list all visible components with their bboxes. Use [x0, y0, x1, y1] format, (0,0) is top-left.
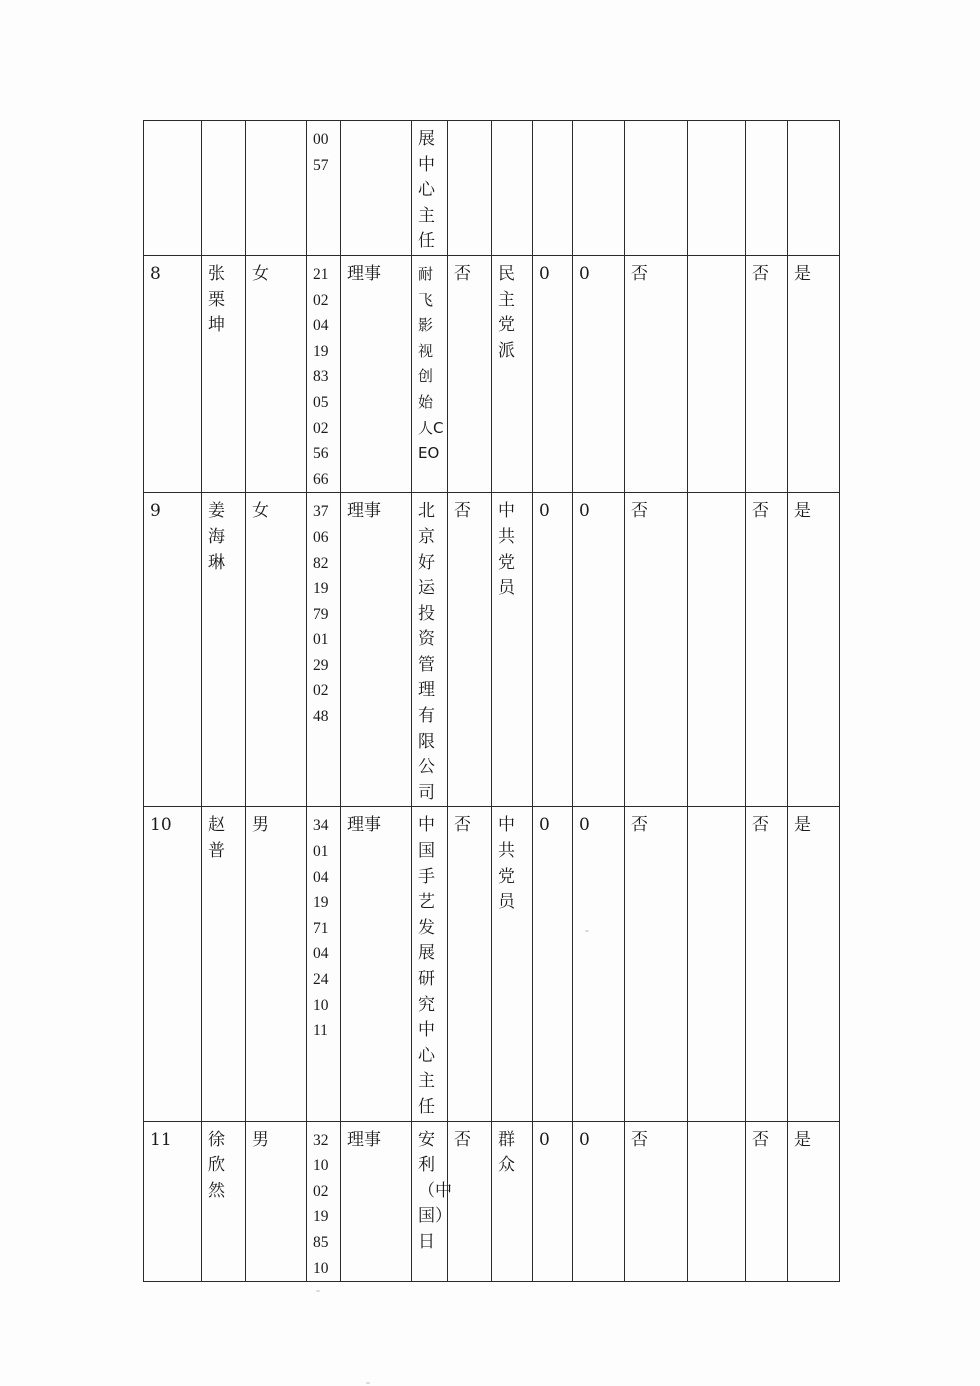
cell-col7: 否: [448, 1121, 492, 1282]
cell-index: 10: [144, 807, 202, 1121]
scan-speck: [585, 930, 589, 932]
cell-id-number: 210204198305025666: [307, 255, 341, 492]
cell-name: 徐欣然: [202, 1121, 246, 1282]
cell-position: 理事: [341, 255, 412, 492]
cell-col14: [788, 121, 840, 256]
cell-col7: 否: [448, 493, 492, 807]
cell-col13: [746, 121, 788, 256]
table-row: [144, 807, 840, 1121]
cell-col7: [448, 121, 492, 256]
cell-col13: 否: [746, 255, 788, 492]
cell-col12: [688, 121, 746, 256]
cell-index: 8: [144, 255, 202, 492]
cell-id-number: 370682197901290248: [307, 493, 341, 807]
cell-political: [492, 121, 533, 256]
cell-col9: 0: [533, 807, 573, 1121]
cell-index: 9: [144, 493, 202, 807]
cell-name: 姜海琳: [202, 493, 246, 807]
cell-col14: 是: [788, 493, 840, 807]
cell-political: 民主党派: [492, 255, 533, 492]
cell-col10: 0: [573, 493, 625, 807]
cell-col7: 否: [448, 807, 492, 1121]
cell-col12: [688, 807, 746, 1121]
cell-political: 中共党员: [492, 493, 533, 807]
cell-col11: 否: [625, 255, 688, 492]
cell-id-number: 340104197104241011: [307, 807, 341, 1121]
cell-gender: 女: [246, 493, 307, 807]
cell-col11: [625, 121, 688, 256]
cell-col13: 否: [746, 807, 788, 1121]
cell-col14: 是: [788, 807, 840, 1121]
cell-col11: 否: [625, 807, 688, 1121]
cell-position: 理事: [341, 1121, 412, 1282]
cell-col12: [688, 1121, 746, 1282]
cell-col10: [573, 121, 625, 256]
cell-employer: 北京好运投资管理有限公司: [412, 493, 448, 807]
cell-col10: 0: [573, 807, 625, 1121]
scan-speck: [316, 1290, 320, 1292]
cell-name: 赵普: [202, 807, 246, 1121]
scan-speck: [366, 1382, 370, 1384]
cell-col9: 0: [533, 493, 573, 807]
cell-index: [144, 121, 202, 256]
table-row: [144, 493, 840, 807]
cell-position: 理事: [341, 807, 412, 1121]
cell-employer: 展中心主任: [412, 121, 448, 256]
cell-gender: 男: [246, 1121, 307, 1282]
cell-employer: 耐飞影视创始人CEO: [412, 255, 448, 492]
cell-index: 11: [144, 1121, 202, 1282]
cell-position: [341, 121, 412, 256]
table-row: [144, 255, 840, 492]
cell-col11: 否: [625, 1121, 688, 1282]
cell-col9: 0: [533, 255, 573, 492]
cell-col13: 否: [746, 1121, 788, 1282]
cell-position: 理事: [341, 493, 412, 807]
cell-political: 中共党员: [492, 807, 533, 1121]
cell-col14: 是: [788, 1121, 840, 1282]
cell-id-number: 321002198510: [307, 1121, 341, 1282]
cell-gender: [246, 121, 307, 256]
cell-gender: 女: [246, 255, 307, 492]
cell-col12: [688, 255, 746, 492]
cell-political: 群众: [492, 1121, 533, 1282]
table-row: [144, 121, 840, 256]
cell-col10: 0: [573, 255, 625, 492]
cell-col14: 是: [788, 255, 840, 492]
cell-col11: 否: [625, 493, 688, 807]
cell-col9: 0: [533, 1121, 573, 1282]
cell-name: [202, 121, 246, 256]
cell-gender: 男: [246, 807, 307, 1121]
cell-name: 张栗坤: [202, 255, 246, 492]
table-row: [144, 1121, 840, 1282]
cell-col13: 否: [746, 493, 788, 807]
cell-col10: 0: [573, 1121, 625, 1282]
cell-id-number: 0057: [307, 121, 341, 256]
cell-col9: [533, 121, 573, 256]
cell-col12: [688, 493, 746, 807]
cell-employer: 安利（中国）日: [412, 1121, 448, 1282]
cell-col7: 否: [448, 255, 492, 492]
board-member-table: [143, 120, 840, 1282]
cell-employer: 中国手艺发展研究中心主任: [412, 807, 448, 1121]
